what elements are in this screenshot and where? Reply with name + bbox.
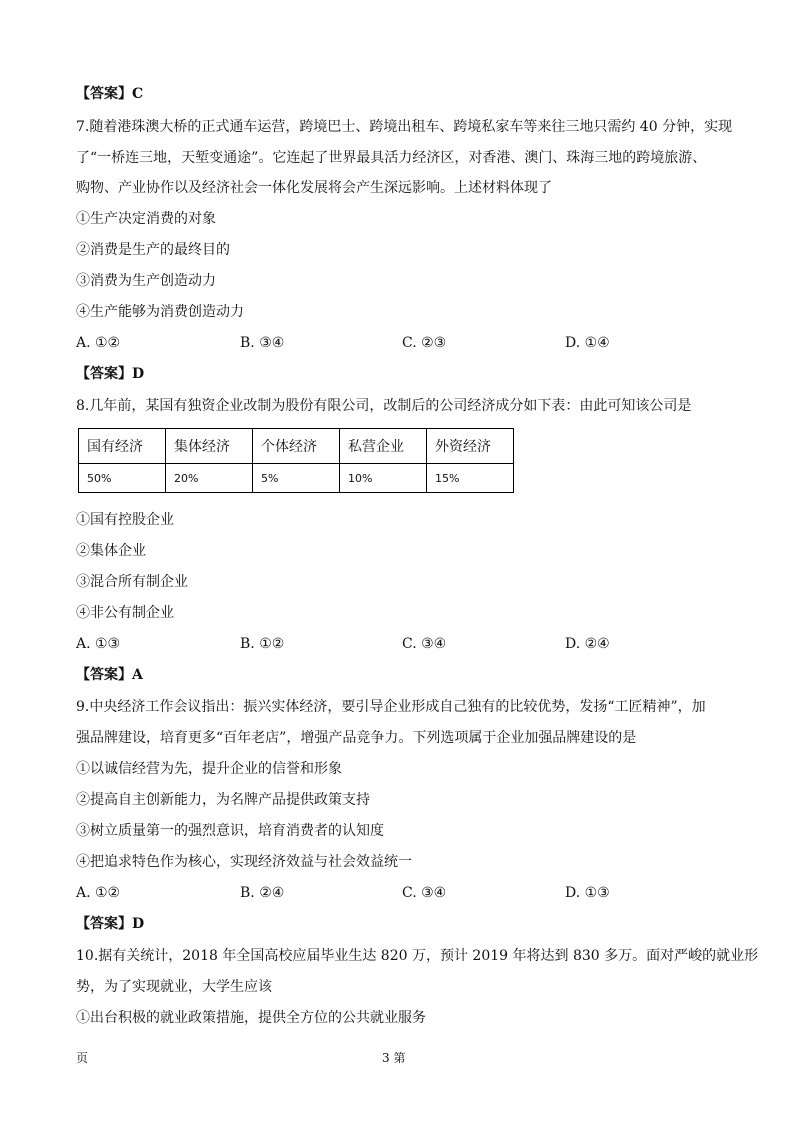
question-8-text: 8.几年前，某国有独资企业改制为股份有限公司，改制后的公司经济成分如下表：由此可知该公司是 xyxy=(76,398,692,414)
option-b[interactable]: B. ①② xyxy=(240,636,285,652)
economic-composition-table xyxy=(78,428,514,493)
statement-2: ②集体企业 xyxy=(76,543,146,559)
question-10-text: 10.据有关统计，2018 年全国高校应届毕业生达 820 万，预计 2019 年将达到 830 多万。面对严峻的就业形 xyxy=(76,948,759,964)
question-9-text: 强品牌建设，培育更多“百年老店”，增强产品竞争力。下列选项属于企业加强品牌建设的是 xyxy=(76,730,637,746)
footer-page-label: 页 xyxy=(76,1051,89,1065)
table-row xyxy=(79,464,514,493)
question-7-text: 了“一桥连三地，天堑变通途”。它连起了世界最具活力经济区，对香港、澳门、珠海三地的跨境旅游、 xyxy=(76,150,707,166)
statement-4: ④非公有制企业 xyxy=(76,605,174,621)
table-cell: 5% xyxy=(253,464,340,493)
table-header-cell: 外资经济 xyxy=(427,429,514,464)
option-c[interactable]: C. ③④ xyxy=(402,636,447,652)
option-d[interactable]: D. ①④ xyxy=(565,335,610,351)
statement-2: ②消费是生产的最终目的 xyxy=(76,242,230,258)
table-cell: 50% xyxy=(79,464,166,493)
table-cell: 10% xyxy=(340,464,427,493)
statement-3: ③消费为生产创造动力 xyxy=(76,273,216,289)
question-9-text: 9.中央经济工作会议指出：振兴实体经济，要引导企业形成自己独有的比较优势，发扬“工匠精神”，加 xyxy=(76,699,706,715)
statement-4: ④把追求特色作为核心，实现经济效益与社会效益统一 xyxy=(76,854,412,870)
question-7-text: 7.随着港珠澳大桥的正式通车运营，跨境巴士、跨境出租车、跨境私家车等来往三地只需约 40 分钟，实现 xyxy=(76,119,733,135)
statement-1: ①出台积极的就业政策措施，提供全方位的公共就业服务 xyxy=(76,1010,426,1026)
statement-3: ③树立质量第一的强烈意识，培育消费者的认知度 xyxy=(76,823,384,839)
table-header-row xyxy=(79,429,514,464)
table-header-cell: 集体经济 xyxy=(166,429,253,464)
option-c[interactable]: C. ②③ xyxy=(402,335,447,351)
statement-2: ②提高自主创新能力，为名牌产品提供政策支持 xyxy=(76,792,370,808)
option-b[interactable]: B. ②④ xyxy=(240,885,285,901)
option-b[interactable]: B. ③④ xyxy=(240,335,285,351)
table-cell: 15% xyxy=(427,464,514,493)
table-header-cell: 私营企业 xyxy=(340,429,427,464)
statement-4: ④生产能够为消费创造动力 xyxy=(76,304,244,320)
option-a[interactable]: A. ①② xyxy=(76,335,121,351)
statement-1: ①国有控股企业 xyxy=(76,512,174,528)
option-a[interactable]: A. ①② xyxy=(76,885,121,901)
answer-label-q7: 【答案】D xyxy=(76,366,145,382)
option-d[interactable]: D. ①③ xyxy=(565,885,610,901)
statement-1: ①生产决定消费的对象 xyxy=(76,211,216,227)
option-c[interactable]: C. ③④ xyxy=(402,885,447,901)
answer-label-q6: 【答案】C xyxy=(76,86,144,102)
table-header-cell: 国有经济 xyxy=(79,429,166,464)
option-a[interactable]: A. ①③ xyxy=(76,636,121,652)
table-cell: 20% xyxy=(166,464,253,493)
statement-1: ①以诚信经营为先，提升企业的信誉和形象 xyxy=(76,761,342,777)
question-10-text: 势，为了实现就业，大学生应该 xyxy=(76,979,272,995)
footer-page-number: 3 第 xyxy=(382,1051,406,1065)
question-7-text: 购物、产业协作以及经济社会一体化发展将会产生深远影响。上述材料体现了 xyxy=(76,180,552,196)
answer-label-q9: 【答案】D xyxy=(76,916,145,932)
table-header-cell: 个体经济 xyxy=(253,429,340,464)
answer-label-q8: 【答案】A xyxy=(76,667,143,683)
statement-3: ③混合所有制企业 xyxy=(76,574,188,590)
option-d[interactable]: D. ②④ xyxy=(565,636,610,652)
